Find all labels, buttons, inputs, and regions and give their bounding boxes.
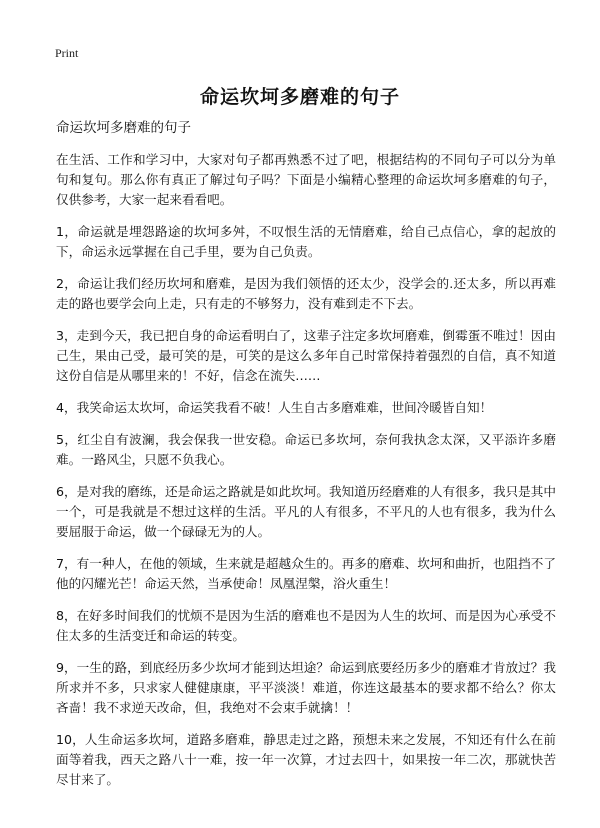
list-item: 1，命运就是埋怨路途的坎坷多舛，不叹恨生活的无情磨难，给自己点信心，拿的起放的下，命运永远掌握在自己手里，要为自己负责。 (56, 224, 556, 259)
article-subtitle: 命运坎坷多磨难的句子 (56, 120, 191, 136)
page-title: 命运坎坷多磨难的句子 (199, 86, 400, 108)
list-item: 10，人生命运多坎坷，道路多磨难，静思走过之路，预想未来之发展，不知还有什么在前面等着我，西天之路八十一难，按一年一次算，才过去四十，如果按一年二次，那就快苦尽甘来了。 (56, 732, 556, 787)
list-item: 5，红尘自有波澜，我会保我一世安稳。命运已多坎坷，奈何我执念太深，又平添许多磨难。一路风尘，只愿不负我心。 (56, 432, 556, 467)
list-item: 2，命运让我们经历坎坷和磨难，是因为我们领悟的还太少，没学会的.还太多，所以再难走的路也要学会向上走，只有走的不够努力，没有难到走不下去。 (56, 276, 556, 311)
intro-paragraph: 在生活、工作和学习中，大家对句子都再熟悉不过了吧，根据结构的不同句子可以分为单句和复句。那么你有真正了解过句子吗？下面是小编精心整理的命运坎坷多磨难的句子，仅供参考，大家一起来看看吧。 (56, 152, 556, 207)
list-item: 7，有一种人，在他的领域，生来就是超越众生的。再多的磨难、坎坷和曲折，也阻挡不了他的闪耀光芒！命运天然，当承使命！凤凰涅槃，浴火重生！ (56, 556, 556, 591)
list-item: 9，一生的路，到底经历多少坎坷才能到达坦途？命运到底要经历多少的磨难才肯放过？我所求并不多，只求家人健健康康，平平淡淡！难道，你连这最基本的要求都不给么？你太吝啬！我不求逆天改命，但，我绝对不会束手就擒！！ (56, 660, 556, 715)
print-link[interactable]: Print (55, 46, 79, 60)
list-item: 6，是对我的磨练，还是命运之路就是如此坎坷。我知道历经磨难的人有很多，我只是其中一个，可是我就是不想过这样的生活。平凡的人有很多，不平凡的人也有很多，我为什么要屈服于命运，做一个碌碌无为的人。 (56, 484, 556, 539)
list-item: 8，在好多时间我们的忧烦不是因为生活的磨难也不是因为人生的坎坷、而是因为心承受不住太多的生活变迁和命运的转变。 (56, 608, 556, 643)
list-item: 3，走到今天，我已把自身的命运看明白了，这辈子注定多坎坷磨难，倒霉蛋不唯过！因由己生，果由己受，最可笑的是，可笑的是这么多年自己时常保持着强烈的自信，真不知道这份自信是从哪里来的！不好，信念在流失…… (56, 328, 556, 383)
article-body (56, 118, 556, 802)
list-item: 4，我笑命运太坎坷，命运笑我看不破！人生自古多磨难难，世间冷暖皆自知！ (56, 400, 493, 415)
